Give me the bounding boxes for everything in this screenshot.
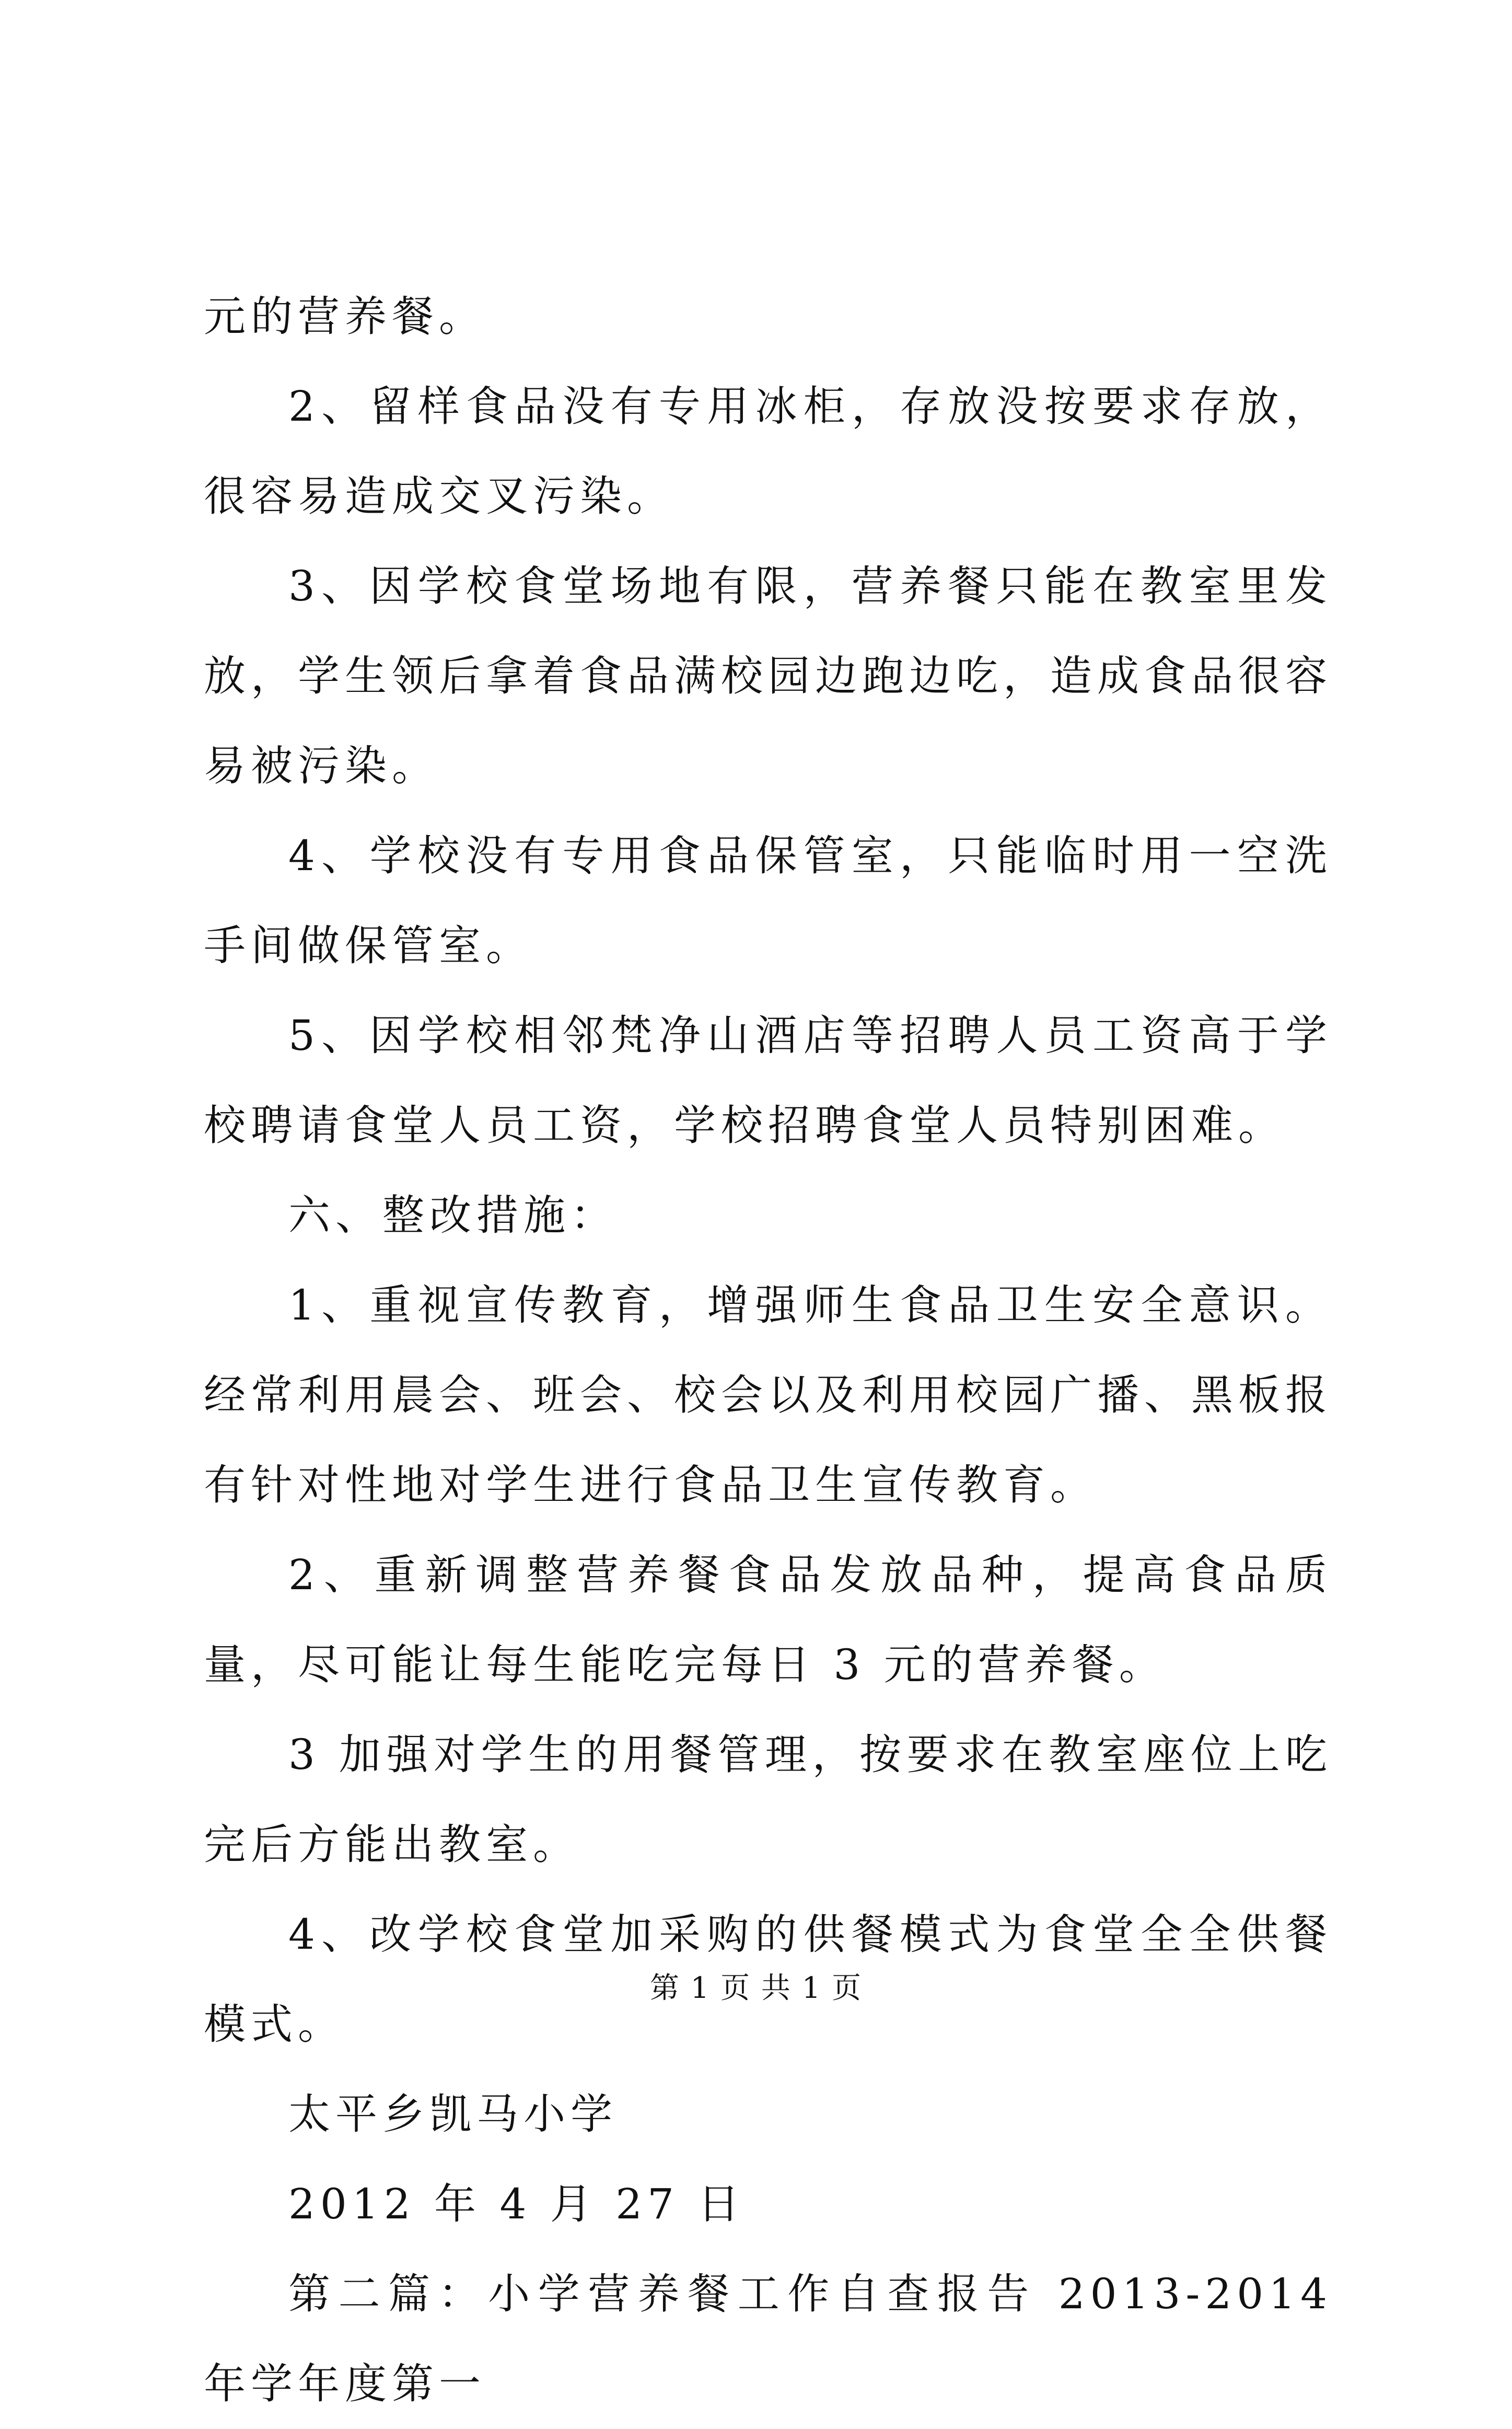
paragraph-9: 4、改学校食堂加采购的供餐模式为食堂全全供餐模式。 xyxy=(204,1910,1332,2049)
next-article-title: 第二篇：小学营养餐工作自查报告 2013-2014 年学年度第一 xyxy=(204,2270,1332,2408)
paragraph-5: 5、因学校相邻梵净山酒店等招聘人员工资高于学校聘请食堂人员工资，学校招聘食堂人员特别困难。 xyxy=(204,1011,1332,1150)
document-body xyxy=(204,272,1332,2429)
signature-date: 2012 年 4 月 27 日 xyxy=(288,2180,745,2228)
paragraph-4: 4、学校没有专用食品保管室，只能临时用一空洗手间做保管室。 xyxy=(204,831,1332,970)
paragraph-7: 2、重新调整营养餐食品发放品种，提高食品质量，尽可能让每生能吃完每日 3 元的营养餐。 xyxy=(204,1551,1332,1689)
paragraph-6: 1、重视宣传教育，增强师生食品卫生安全意识。经常利用晨会、班会、校会以及利用校园广播、黑板报有针对性地对学生进行食品卫生宣传教育。 xyxy=(204,1281,1332,1509)
paragraph-3: 3、因学校食堂场地有限，营养餐只能在教室里发放，学生领后拿着食品满校园边跑边吃，造成食品很容易被污染。 xyxy=(204,562,1332,790)
paragraph-2: 2、留样食品没有专用冰柜，存放没按要求存放，很容易造成交叉污染。 xyxy=(204,382,1332,520)
signature-school: 太平乡凯马小学 xyxy=(288,2090,618,2138)
page-footer: 第 1 页 共 1 页 xyxy=(649,1971,863,2005)
paragraph-8: 3 加强对学生的用餐管理，按要求在教室座位上吃完后方能出教室。 xyxy=(204,1730,1332,1869)
paragraph-1: 元的营养餐。 xyxy=(204,292,486,341)
section-heading: 六、整改措施： xyxy=(288,1191,618,1240)
